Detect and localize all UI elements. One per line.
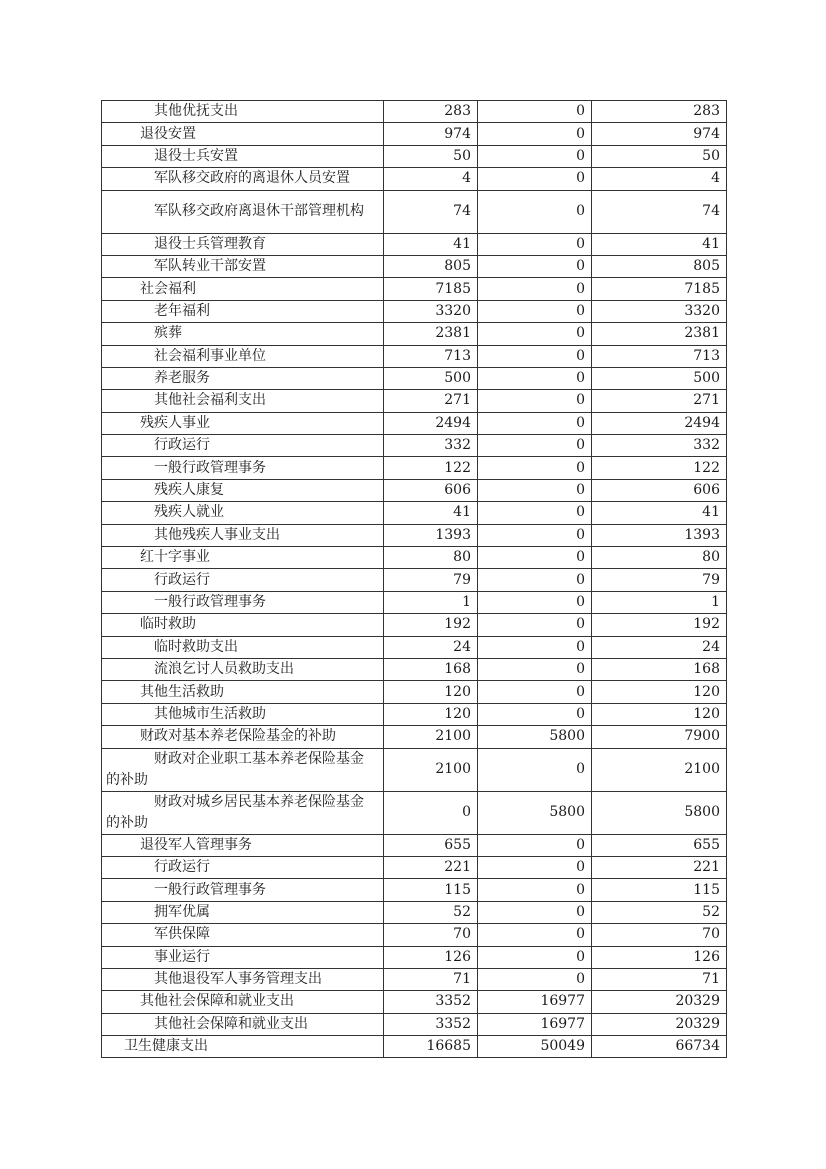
row-value-c2: 0 xyxy=(478,367,592,389)
row-item-name: 养老服务 xyxy=(102,367,384,389)
row-item-name: 卫生健康支出 xyxy=(102,1036,384,1058)
table-row xyxy=(102,1036,727,1058)
row-item-name: 其他社会保障和就业支出 xyxy=(102,991,384,1013)
table-row xyxy=(102,1013,727,1035)
row-value-c2: 0 xyxy=(478,681,592,703)
row-value-c2: 5800 xyxy=(478,791,592,834)
row-value-c1: 1 xyxy=(384,591,478,613)
row-value-c1: 80 xyxy=(384,547,478,569)
row-value-c2: 0 xyxy=(478,748,592,791)
row-value-c3: 974 xyxy=(592,123,727,145)
row-value-c3: 2381 xyxy=(592,323,727,345)
row-value-c1: 71 xyxy=(384,968,478,990)
row-value-c3: 120 xyxy=(592,703,727,725)
row-value-c3: 52 xyxy=(592,901,727,923)
row-value-c1: 4 xyxy=(384,168,478,190)
row-value-c2: 0 xyxy=(478,703,592,725)
row-value-c2: 0 xyxy=(478,658,592,680)
row-value-c2: 0 xyxy=(478,924,592,946)
table-row xyxy=(102,658,727,680)
table-row xyxy=(102,547,727,569)
row-item-name: 其他优抚支出 xyxy=(102,101,384,123)
table-row xyxy=(102,367,727,389)
row-item-name: 财政对基本养老保险基金的补助 xyxy=(102,726,384,748)
row-item-name: 殡葬 xyxy=(102,323,384,345)
row-item-name: 军队移交政府离退休干部管理机构 xyxy=(102,190,384,233)
row-value-c1: 2494 xyxy=(384,412,478,434)
row-item-name: 社会福利 xyxy=(102,278,384,300)
row-value-c1: 2100 xyxy=(384,748,478,791)
row-item-name: 流浪乞讨人员救助支出 xyxy=(102,658,384,680)
row-value-c1: 500 xyxy=(384,367,478,389)
row-value-c1: 606 xyxy=(384,479,478,501)
row-value-c3: 500 xyxy=(592,367,727,389)
table-row xyxy=(102,946,727,968)
table-row xyxy=(102,879,727,901)
row-value-c1: 283 xyxy=(384,101,478,123)
row-item-name: 退役士兵管理教育 xyxy=(102,233,384,255)
row-value-c2: 0 xyxy=(478,834,592,856)
table-row xyxy=(102,123,727,145)
row-item-name: 老年福利 xyxy=(102,300,384,322)
table-row xyxy=(102,190,727,233)
row-value-c1: 50 xyxy=(384,145,478,167)
row-value-c2: 5800 xyxy=(478,726,592,748)
row-value-c3: 41 xyxy=(592,233,727,255)
row-item-name: 临时救助 xyxy=(102,614,384,636)
row-value-c1: 655 xyxy=(384,834,478,856)
table-row xyxy=(102,703,727,725)
row-value-c3: 655 xyxy=(592,834,727,856)
row-value-c2: 16977 xyxy=(478,991,592,1013)
row-value-c1: 3352 xyxy=(384,1013,478,1035)
row-item-name: 行政运行 xyxy=(102,569,384,591)
row-value-c3: 3320 xyxy=(592,300,727,322)
table-row xyxy=(102,834,727,856)
table-row xyxy=(102,591,727,613)
table-row xyxy=(102,901,727,923)
row-item-name: 行政运行 xyxy=(102,435,384,457)
row-item-name: 一般行政管理事务 xyxy=(102,457,384,479)
row-value-c2: 0 xyxy=(478,946,592,968)
table-row xyxy=(102,479,727,501)
table-row xyxy=(102,457,727,479)
row-value-c3: 5800 xyxy=(592,791,727,834)
row-value-c3: 120 xyxy=(592,681,727,703)
row-value-c3: 7185 xyxy=(592,278,727,300)
row-item-name: 拥军优属 xyxy=(102,901,384,923)
row-value-c3: 80 xyxy=(592,547,727,569)
row-value-c3: 20329 xyxy=(592,1013,727,1035)
row-value-c2: 0 xyxy=(478,233,592,255)
row-item-name: 军队移交政府的离退休人员安置 xyxy=(102,168,384,190)
row-value-c1: 79 xyxy=(384,569,478,591)
row-value-c3: 122 xyxy=(592,457,727,479)
table-row xyxy=(102,101,727,123)
row-value-c2: 0 xyxy=(478,856,592,878)
row-value-c1: 332 xyxy=(384,435,478,457)
row-value-c2: 0 xyxy=(478,345,592,367)
table-row xyxy=(102,278,727,300)
row-value-c1: 3320 xyxy=(384,300,478,322)
row-item-name: 一般行政管理事务 xyxy=(102,591,384,613)
row-value-c2: 0 xyxy=(478,101,592,123)
row-value-c3: 74 xyxy=(592,190,727,233)
row-item-name: 社会福利事业单位 xyxy=(102,345,384,367)
row-value-c1: 805 xyxy=(384,255,478,277)
row-item-name: 其他生活救助 xyxy=(102,681,384,703)
table-row xyxy=(102,924,727,946)
row-value-c2: 0 xyxy=(478,412,592,434)
row-item-name: 其他社会保障和就业支出 xyxy=(102,1013,384,1035)
row-value-c3: 221 xyxy=(592,856,727,878)
table-row xyxy=(102,681,727,703)
table-row xyxy=(102,345,727,367)
row-item-name: 军队转业干部安置 xyxy=(102,255,384,277)
table-row xyxy=(102,145,727,167)
row-item-name: 一般行政管理事务 xyxy=(102,879,384,901)
expenditure-table xyxy=(101,100,727,1058)
row-value-c1: 713 xyxy=(384,345,478,367)
table-row xyxy=(102,255,727,277)
row-value-c1: 74 xyxy=(384,190,478,233)
row-value-c3: 66734 xyxy=(592,1036,727,1058)
row-value-c2: 0 xyxy=(478,968,592,990)
table-row xyxy=(102,791,727,834)
row-value-c1: 41 xyxy=(384,233,478,255)
row-value-c3: 606 xyxy=(592,479,727,501)
row-item-name: 残疾人就业 xyxy=(102,502,384,524)
row-value-c3: 50 xyxy=(592,145,727,167)
budget-table-page xyxy=(101,100,726,1058)
row-value-c3: 2100 xyxy=(592,748,727,791)
row-value-c3: 70 xyxy=(592,924,727,946)
row-value-c1: 122 xyxy=(384,457,478,479)
row-value-c3: 115 xyxy=(592,879,727,901)
row-value-c1: 168 xyxy=(384,658,478,680)
row-value-c3: 41 xyxy=(592,502,727,524)
row-item-name: 退役军人管理事务 xyxy=(102,834,384,856)
table-row xyxy=(102,968,727,990)
row-item-name: 其他退役军人事务管理支出 xyxy=(102,968,384,990)
table-row xyxy=(102,726,727,748)
row-value-c2: 0 xyxy=(478,457,592,479)
table-row xyxy=(102,614,727,636)
row-value-c1: 221 xyxy=(384,856,478,878)
table-row xyxy=(102,991,727,1013)
row-value-c3: 1393 xyxy=(592,524,727,546)
row-item-name: 其他残疾人事业支出 xyxy=(102,524,384,546)
row-value-c2: 0 xyxy=(478,591,592,613)
row-value-c3: 805 xyxy=(592,255,727,277)
row-item-name: 财政对企业职工基本养老保险基金的补助 xyxy=(102,748,384,791)
table-row xyxy=(102,502,727,524)
row-value-c2: 50049 xyxy=(478,1036,592,1058)
row-value-c1: 974 xyxy=(384,123,478,145)
table-body xyxy=(102,101,727,1058)
row-item-name: 财政对城乡居民基本养老保险基金的补助 xyxy=(102,791,384,834)
row-value-c2: 0 xyxy=(478,145,592,167)
row-value-c1: 1393 xyxy=(384,524,478,546)
row-item-name: 退役士兵安置 xyxy=(102,145,384,167)
row-item-name: 其他社会福利支出 xyxy=(102,390,384,412)
row-value-c3: 79 xyxy=(592,569,727,591)
row-value-c1: 126 xyxy=(384,946,478,968)
row-item-name: 行政运行 xyxy=(102,856,384,878)
table-row xyxy=(102,300,727,322)
row-value-c2: 0 xyxy=(478,636,592,658)
row-value-c1: 3352 xyxy=(384,991,478,1013)
table-row xyxy=(102,569,727,591)
row-value-c2: 0 xyxy=(478,614,592,636)
table-row xyxy=(102,233,727,255)
row-value-c1: 115 xyxy=(384,879,478,901)
row-item-name: 军供保障 xyxy=(102,924,384,946)
row-value-c3: 271 xyxy=(592,390,727,412)
row-value-c1: 2381 xyxy=(384,323,478,345)
row-value-c3: 283 xyxy=(592,101,727,123)
row-value-c2: 16977 xyxy=(478,1013,592,1035)
row-value-c3: 1 xyxy=(592,591,727,613)
row-value-c2: 0 xyxy=(478,547,592,569)
row-value-c2: 0 xyxy=(478,123,592,145)
table-row xyxy=(102,748,727,791)
table-row xyxy=(102,636,727,658)
row-value-c1: 52 xyxy=(384,901,478,923)
row-value-c3: 168 xyxy=(592,658,727,680)
row-item-name: 残疾人康复 xyxy=(102,479,384,501)
row-value-c3: 24 xyxy=(592,636,727,658)
row-value-c1: 70 xyxy=(384,924,478,946)
row-value-c2: 0 xyxy=(478,479,592,501)
row-value-c3: 20329 xyxy=(592,991,727,1013)
table-row xyxy=(102,856,727,878)
row-value-c2: 0 xyxy=(478,569,592,591)
row-value-c1: 120 xyxy=(384,681,478,703)
row-value-c2: 0 xyxy=(478,168,592,190)
row-value-c3: 192 xyxy=(592,614,727,636)
table-row xyxy=(102,323,727,345)
row-item-name: 残疾人事业 xyxy=(102,412,384,434)
table-row xyxy=(102,168,727,190)
table-row xyxy=(102,435,727,457)
row-value-c2: 0 xyxy=(478,524,592,546)
row-item-name: 红十字事业 xyxy=(102,547,384,569)
row-value-c1: 24 xyxy=(384,636,478,658)
row-value-c2: 0 xyxy=(478,502,592,524)
row-value-c1: 120 xyxy=(384,703,478,725)
row-value-c1: 0 xyxy=(384,791,478,834)
row-value-c3: 713 xyxy=(592,345,727,367)
row-value-c2: 0 xyxy=(478,879,592,901)
row-value-c3: 2494 xyxy=(592,412,727,434)
row-value-c3: 126 xyxy=(592,946,727,968)
row-value-c2: 0 xyxy=(478,323,592,345)
row-value-c1: 41 xyxy=(384,502,478,524)
row-item-name: 事业运行 xyxy=(102,946,384,968)
row-value-c3: 7900 xyxy=(592,726,727,748)
row-value-c2: 0 xyxy=(478,390,592,412)
row-item-name: 其他城市生活救助 xyxy=(102,703,384,725)
table-row xyxy=(102,390,727,412)
row-value-c2: 0 xyxy=(478,300,592,322)
row-value-c1: 271 xyxy=(384,390,478,412)
row-value-c3: 332 xyxy=(592,435,727,457)
row-value-c3: 71 xyxy=(592,968,727,990)
row-value-c2: 0 xyxy=(478,190,592,233)
row-value-c2: 0 xyxy=(478,901,592,923)
row-value-c2: 0 xyxy=(478,278,592,300)
row-value-c1: 2100 xyxy=(384,726,478,748)
row-value-c2: 0 xyxy=(478,255,592,277)
row-item-name: 退役安置 xyxy=(102,123,384,145)
row-value-c1: 7185 xyxy=(384,278,478,300)
row-item-name: 临时救助支出 xyxy=(102,636,384,658)
row-value-c1: 16685 xyxy=(384,1036,478,1058)
row-value-c3: 4 xyxy=(592,168,727,190)
row-value-c1: 192 xyxy=(384,614,478,636)
table-row xyxy=(102,524,727,546)
row-value-c2: 0 xyxy=(478,435,592,457)
table-row xyxy=(102,412,727,434)
